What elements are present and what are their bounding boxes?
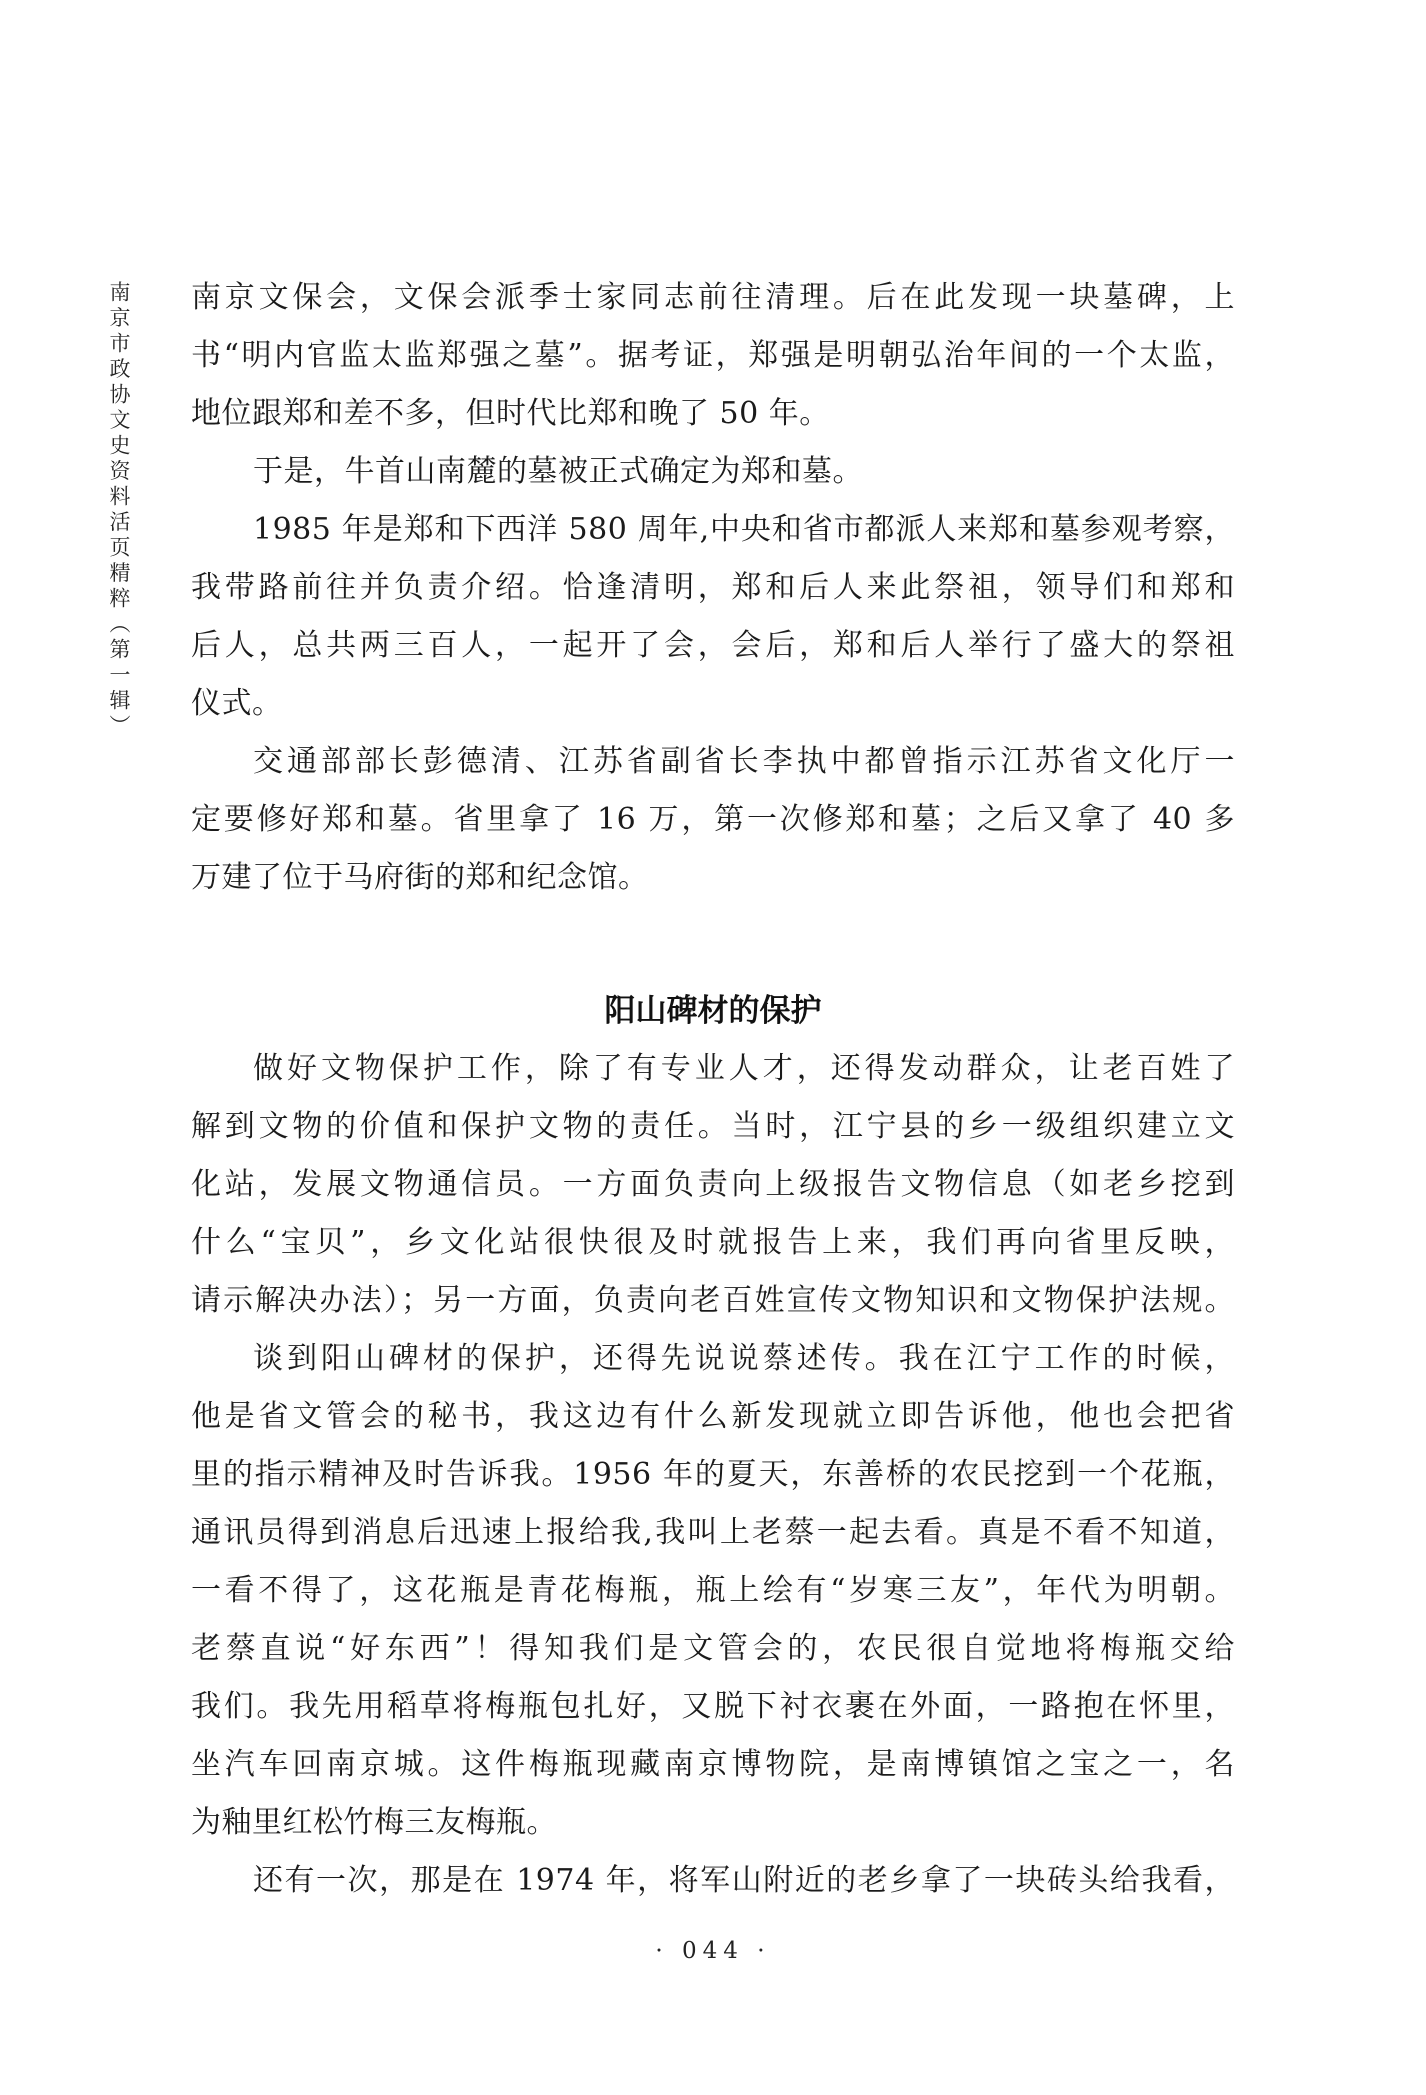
text-line: 一看不得了，这花瓶是青花梅瓶，瓶上绘有“岁寒三友”，年代为明朝。: [191, 1573, 1235, 1608]
text-line: 坐汽车回南京城。这件梅瓶现藏南京博物院，是南博镇馆之宝之一，名: [191, 1747, 1235, 1782]
text-line: 我们。我先用稻草将梅瓶包扎好，又脱下衬衣裹在外面，一路抱在怀里，: [191, 1689, 1235, 1724]
text-line: 书“明内官监太监郑强之墓”。据考证，郑强是明朝弘治年间的一个太监，: [191, 338, 1235, 373]
text-line: 为釉里红松竹梅三友梅瓶。: [191, 1805, 557, 1840]
text-line: 地位跟郑和差不多，但时代比郑和晚了 50 年。: [191, 396, 830, 431]
paragraphs-before-heading: [191, 269, 1235, 907]
text-line: 1985 年是郑和下西洋 580 周年,中央和省市都派人来郑和墓参观考察，: [253, 512, 1235, 547]
text-line: 于是，牛首山南麓的墓被正式确定为郑和墓。: [253, 454, 863, 489]
text-line: 定要修好郑和墓。省里拿了 16 万，第一次修郑和墓；之后又拿了 40 多: [191, 802, 1235, 837]
text-line: 万建了位于马府街的郑和纪念馆。: [191, 860, 649, 895]
paragraphs-after-heading: [191, 1040, 1235, 1910]
page-number: · 044 ·: [655, 1938, 771, 1964]
text-line: 里的指示精神及时告诉我。1956 年的夏天，东善桥的农民挖到一个花瓶，: [191, 1457, 1235, 1492]
text-line: 后人，总共两三百人，一起开了会，会后，郑和后人举行了盛大的祭祖: [191, 628, 1235, 663]
main-text-column: [191, 269, 1235, 1910]
section-heading: 阳山碑材的保护: [604, 993, 822, 1029]
text-line: 老蔡直说“好东西”！得知我们是文管会的，农民很自觉地将梅瓶交给: [191, 1631, 1235, 1666]
text-line: 交通部部长彭德清、江苏省副省长李执中都曾指示江苏省文化厅一: [253, 744, 1235, 779]
text-line: 化站，发展文物通信员。一方面负责向上级报告文物信息（如老乡挖到: [191, 1167, 1235, 1202]
text-line: 我带路前往并负责介绍。恰逢清明，郑和后人来此祭祖，领导们和郑和: [191, 570, 1235, 605]
text-line: 请示解决办法）；另一方面，负责向老百姓宣传文物知识和文物保护法规。: [191, 1283, 1235, 1318]
text-line: 通讯员得到消息后迅速上报给我,我叫上老蔡一起去看。真是不看不知道，: [191, 1515, 1235, 1550]
text-line: 仪式。: [191, 686, 283, 721]
text-line: 他是省文管会的秘书，我这边有什么新发现就立即告诉他，他也会把省: [191, 1399, 1235, 1434]
text-line: 什么“宝贝”，乡文化站很快很及时就报告上来，我们再向省里反映，: [191, 1225, 1235, 1260]
text-line: 南京文保会，文保会派季士家同志前往清理。后在此发现一块墓碑，上: [191, 280, 1235, 315]
book-title-vertical: 南京市政协文史资料活页精粹（第一辑）: [107, 281, 131, 740]
text-line: 还有一次，那是在 1974 年，将军山附近的老乡拿了一块砖头给我看，: [253, 1863, 1235, 1898]
text-line: 解到文物的价值和保护文物的责任。当时，江宁县的乡一级组织建立文: [191, 1109, 1235, 1144]
text-line: 做好文物保护工作，除了有专业人才，还得发动群众，让老百姓了: [253, 1051, 1235, 1086]
text-line: 谈到阳山碑材的保护，还得先说说蔡述传。我在江宁工作的时候，: [253, 1341, 1235, 1376]
